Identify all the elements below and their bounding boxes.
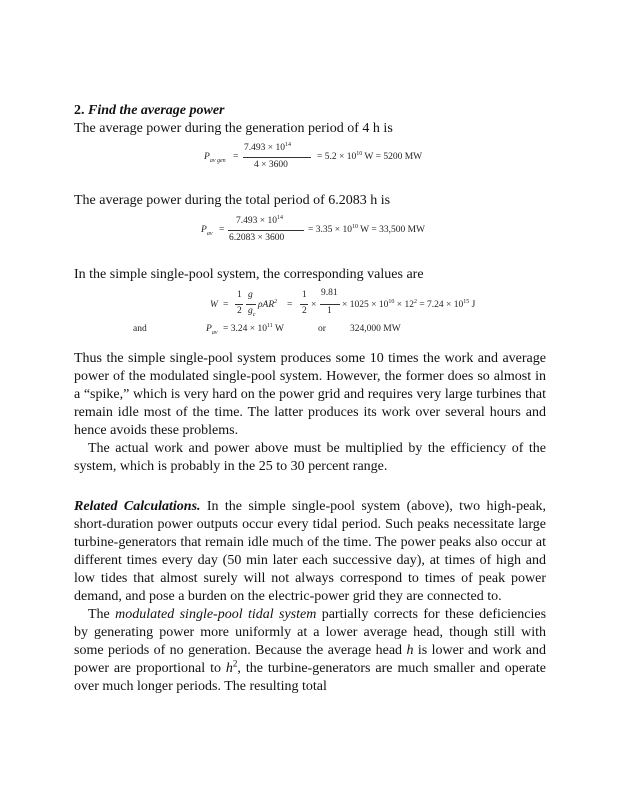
fraction-bar <box>235 304 243 305</box>
eq-symbol: $P_{av}$ <box>201 225 213 237</box>
eq-result: = $5.2 \times 10^{10}$ W = 5200 MW <box>317 150 423 162</box>
eq-numerator: $7.493 \times 10^{14}$ <box>236 214 283 226</box>
equation-work-single-pool <box>74 284 546 322</box>
frac-den: $g_c$ <box>248 306 256 318</box>
section-title: Find the average power <box>88 103 225 118</box>
paragraph: The modulated single-pool tidal system partially corrects for these deficiencies by generating power more uniformly at a lower average head, though still with some periods of no generation. Because the average head h is lower and work and power are proportional to $h^2$, the turbine-generators are much smaller and operate over much longer periods. The resulting total <box>74 607 547 694</box>
eq-equals: = <box>233 152 239 162</box>
paragraph: Thus the simple single-pool system produces some 10 times the work and average power of the modulated single-pool system. However, the former does so almost in a “spike,” which is very hard on the power grid and requires very large turbines that remain idle most of the time. The latter produces its work over several hours and hence avoids these problems. <box>74 351 546 438</box>
fraction-bar <box>300 304 308 305</box>
related-calculations-body: In the simple single-pool system (above), two high-peak, short-duration power outputs occur every tidal period. Such peaks necessitate large turbine-generators that remain idle much of the time. The power peaks also occur at different times every day (50 min later each successive day), at times of high and low tides that almost surely will not always correspond to times of peak power demand, and pose a burden on the electric-power grid they are connected to. <box>74 499 546 604</box>
frac-num: 1 <box>302 290 307 300</box>
frac-num: 9.81 <box>321 288 338 298</box>
eq-numerator: $7.493 \times 10^{14}$ <box>244 141 291 153</box>
eq-term: ρAR$^2$ <box>258 298 278 310</box>
paragraph: The actual work and power above must be multiplied by the efficiency of the system, which is probably in the 25 to 30 percent range. <box>74 441 546 474</box>
fraction-bar <box>320 304 340 305</box>
eq-equals: = <box>219 225 225 235</box>
frac-num: g <box>248 290 253 300</box>
page-content <box>74 102 546 696</box>
equation-average-power-generation <box>74 138 546 178</box>
equation-average-power-total <box>74 210 546 252</box>
fraction-bar <box>243 157 311 158</box>
eq-symbol: W <box>210 300 218 310</box>
paragraph: The average power during the generation period of 4 h is <box>74 121 393 136</box>
section-number: 2. <box>74 103 85 118</box>
eq-result: = $3.24 \times 10^{11}$ W <box>223 322 284 334</box>
fraction-bar <box>246 304 256 305</box>
eq-denominator: 6.2083 × 3600 <box>229 233 285 243</box>
eq-or: or <box>318 324 326 334</box>
eq-alt-result: 324,000 MW <box>350 324 401 334</box>
eq-times: × <box>311 300 317 310</box>
frac-den: 2 <box>302 306 307 316</box>
paragraph: In the simple single-pool system, the corresponding values are <box>74 267 424 282</box>
eq-symbol: $P_{av}$ <box>206 324 218 336</box>
equation-power-single-pool <box>74 322 546 344</box>
eq-denominator: 4 × 3600 <box>254 160 288 170</box>
eq-equals: = <box>287 300 293 310</box>
eq-result: = $3.35 \times 10^{10}$ W = 33,500 MW <box>308 223 425 235</box>
frac-num: 1 <box>237 290 242 300</box>
paragraph: The average power during the total period of 6.2083 h is <box>74 193 391 208</box>
related-calculations-paragraph <box>74 498 546 606</box>
frac-den: 1 <box>327 306 332 316</box>
section-heading <box>74 102 546 120</box>
eq-result: × $1025 \times 10^{10} \times 12^2 = 7.24 \times 10^{15}$ J <box>342 298 476 310</box>
eq-equals: = <box>223 300 229 310</box>
eq-and: and <box>133 324 147 334</box>
related-calculations-heading: Related Calculations. <box>74 499 201 514</box>
frac-den: 2 <box>237 306 242 316</box>
eq-symbol: $P_{av gen}$ <box>204 152 226 164</box>
fraction-bar <box>228 230 304 231</box>
